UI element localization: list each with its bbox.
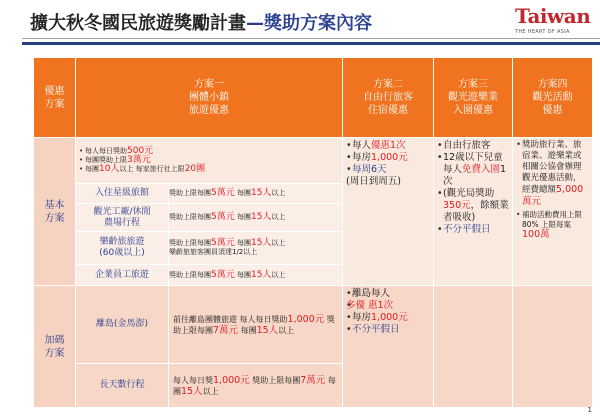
- logo-word: Taiwan: [515, 4, 591, 28]
- bonus-row: [34, 286, 593, 364]
- plan3-item: • 不分平假日: [437, 224, 509, 236]
- bonus-sub-name: 離島(金馬澎): [76, 286, 169, 364]
- general-item: • 每團10人以上 每家旅行社上限20團: [79, 165, 339, 174]
- header-plan2-text: 方案二 自由行旅客 住宿優惠: [363, 79, 413, 116]
- page-title: [30, 9, 372, 35]
- header-plan4: [513, 58, 593, 138]
- header-plan4-text: 方案四 觀光活動 優惠: [532, 79, 573, 116]
- basic-general-cell: [76, 138, 343, 184]
- header-plan1: [76, 58, 343, 138]
- bonus-plan2-item: • 多優 惠1次: [346, 300, 430, 312]
- general-item: • 每人每日獎助500元: [79, 147, 339, 156]
- basic-general-list: [76, 147, 342, 174]
- plan2-item: • 每周6天: [346, 164, 430, 176]
- header-corner: [34, 58, 76, 138]
- header-corner-text: 優惠 方案: [44, 85, 65, 110]
- bonus-plan2-cell: [343, 286, 434, 408]
- basic-label-text: 基本 方案: [44, 199, 65, 224]
- title-main: 擴大秋冬國民旅遊獎勵計畫: [30, 13, 246, 34]
- basic-sub-name: 觀光工廠/休閒 農場行程: [76, 204, 169, 232]
- plan4-item: • 補助活動費用上限80% 上限每案100萬: [516, 210, 589, 240]
- basic-plan3-list: [434, 138, 512, 236]
- plan-table: [33, 57, 593, 408]
- bonus-plan2-list: [343, 286, 433, 336]
- bonus-sub-name: 長天數行程: [76, 364, 169, 408]
- basic-sub-name: 企業員工旅遊: [76, 265, 169, 286]
- plan2-item: • 每房1,000元: [346, 152, 430, 164]
- plan4-item: • 獎助旅行業、旅宿業、遊樂業或相關公協會辦理觀光優惠活動，經費總額5,000萬元: [516, 140, 589, 208]
- basic-general-row: [34, 138, 593, 184]
- bonus-label: [34, 286, 76, 408]
- basic-plan4-cell: [513, 138, 593, 286]
- header-plan3-text: 方案三 觀光遊樂業 入園優惠: [448, 79, 498, 116]
- plan2-item: (周日到周五): [346, 176, 401, 187]
- taiwan-logo: [515, 5, 595, 35]
- header-row: [34, 58, 593, 138]
- page-number: 1: [587, 406, 592, 414]
- plan3-item: • (觀光局獎助350元，餘額業者吸收): [437, 188, 509, 224]
- header-rule-blue: [22, 42, 600, 45]
- basic-sub-name: 樂齡旅旅遊 (60歲以上): [76, 232, 169, 265]
- bonus-plan2-item: • 離島每人: [346, 288, 430, 300]
- basic-sub-detail: 獎助上限每團5萬元 每團15人以上: [169, 184, 343, 204]
- plan3-item: • 自由行旅客: [437, 140, 509, 152]
- basic-sub-name: 入住星級旅館: [76, 184, 169, 204]
- bonus-plan3-empty: [434, 286, 513, 408]
- bonus-sub-detail: 前往離島團體旅遊 每人每日獎助1,000元 獎助上限每團7萬元 每團15人以上: [169, 286, 343, 364]
- header-plan1-text: 方案一 團體小鎮 旅遊優惠: [189, 79, 229, 116]
- basic-plan4-list: [513, 138, 592, 240]
- basic-plan3-cell: [434, 138, 513, 286]
- basic-sub-detail: 獎助上限每團5萬元 每團15人以上 樂齡旅旅客團員須達1/2以上: [169, 232, 343, 265]
- header-plan3: [434, 58, 513, 138]
- header-plan2: [343, 58, 434, 138]
- bonus-plan2-item: • 每房1,000元: [346, 312, 430, 324]
- plan3-item: • 12歲以下兒童每人免費入園1次: [437, 152, 509, 188]
- plan2-item: • 每人優惠1次: [346, 140, 430, 152]
- basic-label: [34, 138, 76, 286]
- basic-plan2-list: [343, 138, 433, 188]
- general-item: • 每團獎助上限3萬元: [79, 156, 339, 165]
- bonus-sub-detail: 每人每日獎1,000元 獎助上限每團7萬元 每團15人以上: [169, 364, 343, 408]
- logo-tagline: THE HEART OF ASIA: [515, 29, 570, 35]
- bonus-plan4-empty: [513, 286, 593, 408]
- title-accent: —獎助方案內容: [246, 13, 372, 34]
- basic-plan2-cell: [343, 138, 434, 286]
- bonus-plan2-item: • 不分平假日: [346, 324, 430, 336]
- basic-sub-detail: 獎助上限每團5萬元 每團15人以上: [169, 204, 343, 232]
- basic-sub-detail: 獎助上限每團5萬元 每團15人以上: [169, 265, 343, 286]
- bonus-label-text: 加碼 方案: [44, 334, 65, 359]
- header-rule-grey: [22, 38, 600, 39]
